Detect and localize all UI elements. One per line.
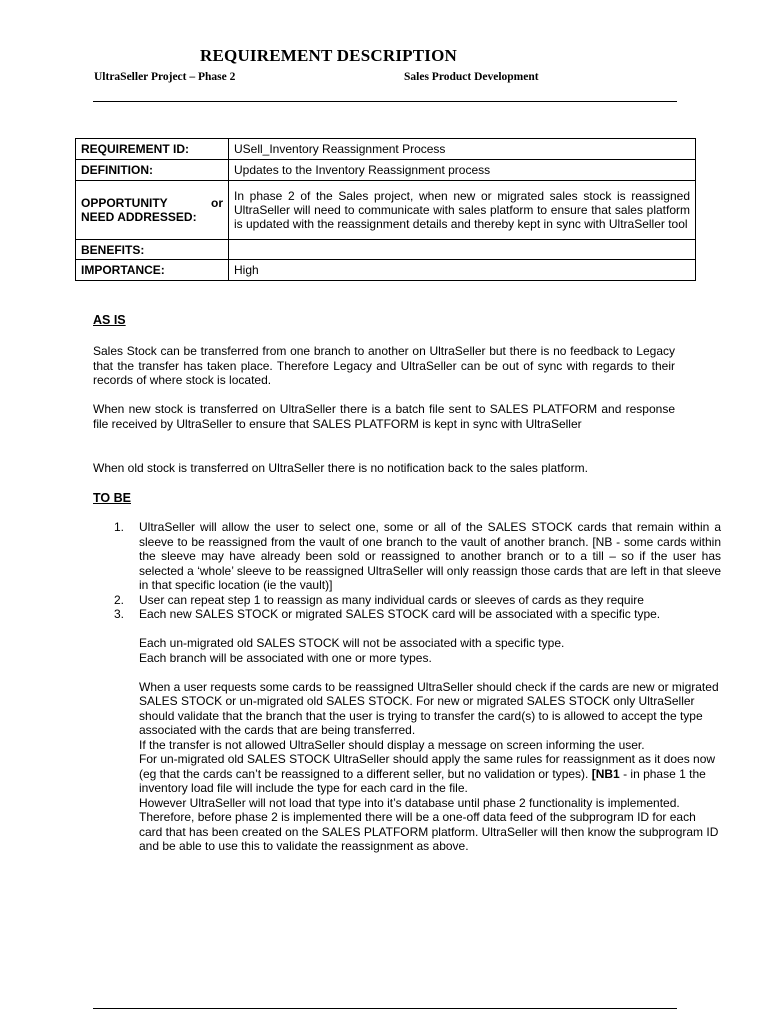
definition-value: Updates to the Inventory Reassignment process <box>229 160 696 181</box>
step-number: 1. <box>114 520 125 534</box>
benefits-label: BENEFITS: <box>76 240 229 260</box>
unmigrated-type-text: Each un-migrated old SALES STOCK will not be associated with a specific type. <box>139 636 565 650</box>
step-number: 3. <box>114 607 125 621</box>
unmigrated-rules-text <box>139 752 721 796</box>
requirement-id-label: REQUIREMENT ID: <box>76 139 229 160</box>
importance-label: IMPORTANCE: <box>76 260 229 281</box>
table-row <box>76 181 696 240</box>
project-name: UltraSeller Project – Phase 2 <box>94 71 236 83</box>
header-divider <box>93 101 677 102</box>
opportunity-label <box>76 181 229 240</box>
opportunity-value: In phase 2 of the Sales project, when new or migrated sales stock is reassigned UltraSeller will need to communicate with sales platform to ensure that sales platform is updated with the reassignment details and thereby kept in sync with UltraSeller tool <box>229 181 696 240</box>
step-number: 2. <box>114 592 125 607</box>
to-be-heading: TO BE <box>93 491 131 505</box>
nb1-text: - in phase 1 the inventory load file will include the type for each card in the file. <box>139 766 706 795</box>
list-item <box>114 592 721 608</box>
step-text: User can repeat step 1 to reassign as many individual cards or sleeves of cards as they require <box>139 592 644 607</box>
as-is-heading: AS IS <box>93 313 126 327</box>
opportunity-label-or: or <box>211 196 223 210</box>
list-item <box>114 520 721 593</box>
department-name: Sales Product Development <box>404 71 539 83</box>
table-row <box>76 139 696 160</box>
definition-label: DEFINITION: <box>76 160 229 181</box>
not-allowed-text: If the transfer is not allowed UltraSeller should display a message on screen informing the user. <box>139 737 645 752</box>
step-text: UltraSeller will allow the user to select one, some or all of the SALES STOCK cards that remain within a sleeve to be reassigned from the vault of one branch to the vault of another branch. [NB - some cards within the sleeve may have already been sold or reassigned to another branch or to a till – so if the user has selected a ‘whole’ sleeve to be reassigned UltraSeller will only reassign those cards that are left in that sleeve in that specific location (ie the vault)] <box>139 520 721 592</box>
table-row <box>76 160 696 181</box>
document-title: REQUIREMENT DESCRIPTION <box>200 46 457 65</box>
to-be-steps-list <box>93 520 721 854</box>
need-addressed-label: NEED ADDRESSED: <box>81 210 197 224</box>
step-text: Each new SALES STOCK or migrated SALES STOCK card will be associated with a specific type. <box>139 607 661 621</box>
as-is-paragraph-1: Sales Stock can be transferred from one branch to another on UltraSeller but there is no feedback to Legacy that the transfer has taken place. Therefore Legacy and UltraSeller can be out of sync with regards to their records of where stock is located. <box>93 344 675 387</box>
requirement-table <box>75 138 696 281</box>
list-item <box>114 607 721 854</box>
however-text: However UltraSeller will not load that type into it’s database until phase 2 functionality is implemented. Therefore, before phase 2 is implemented there will be a one-off data feed of the subprogram ID for each card that has been created on the SALES PLATFORM platform. UltraSeller will then know the subprogram ID and be able to use this to validate the reassignment as above. <box>139 795 719 853</box>
requirement-id-value: USell_Inventory Reassignment Process <box>229 139 696 160</box>
importance-value: High <box>229 260 696 281</box>
benefits-value <box>229 240 696 260</box>
as-is-paragraph-2: When new stock is transferred on UltraSeller there is a batch file sent to SALES PLATFORM and response file received by UltraSeller to ensure that SALES PLATFORM is kept in sync with UltraSeller <box>93 402 675 431</box>
rules-text: For un-migrated old SALES STOCK UltraSeller should apply the same rules for reassignment as it does now (eg that the cards can’t be reassigned to a different seller, but no validation or types). <box>139 752 716 781</box>
footer-divider <box>93 1008 677 1009</box>
nb1-marker: [NB1 <box>591 766 620 781</box>
reassign-check-text: When a user requests some cards to be reassigned UltraSeller should check if the cards are new or migrated SALES STOCK or un-migrated old SALES STOCK. For new or migrated SALES STOCK only UltraSeller should validate that the branch that the user is trying to transfer the card(s) to is allowed to accept the type associated with the cards that are being transferred. <box>139 679 719 737</box>
branch-type-text: Each branch will be associated with one or more types. <box>139 650 432 665</box>
table-row <box>76 240 696 260</box>
opportunity-label-word: OPPORTUNITY <box>81 196 168 210</box>
table-row <box>76 260 696 281</box>
as-is-paragraph-3: When old stock is transferred on UltraSeller there is no notification back to the sales platform. <box>93 461 588 475</box>
